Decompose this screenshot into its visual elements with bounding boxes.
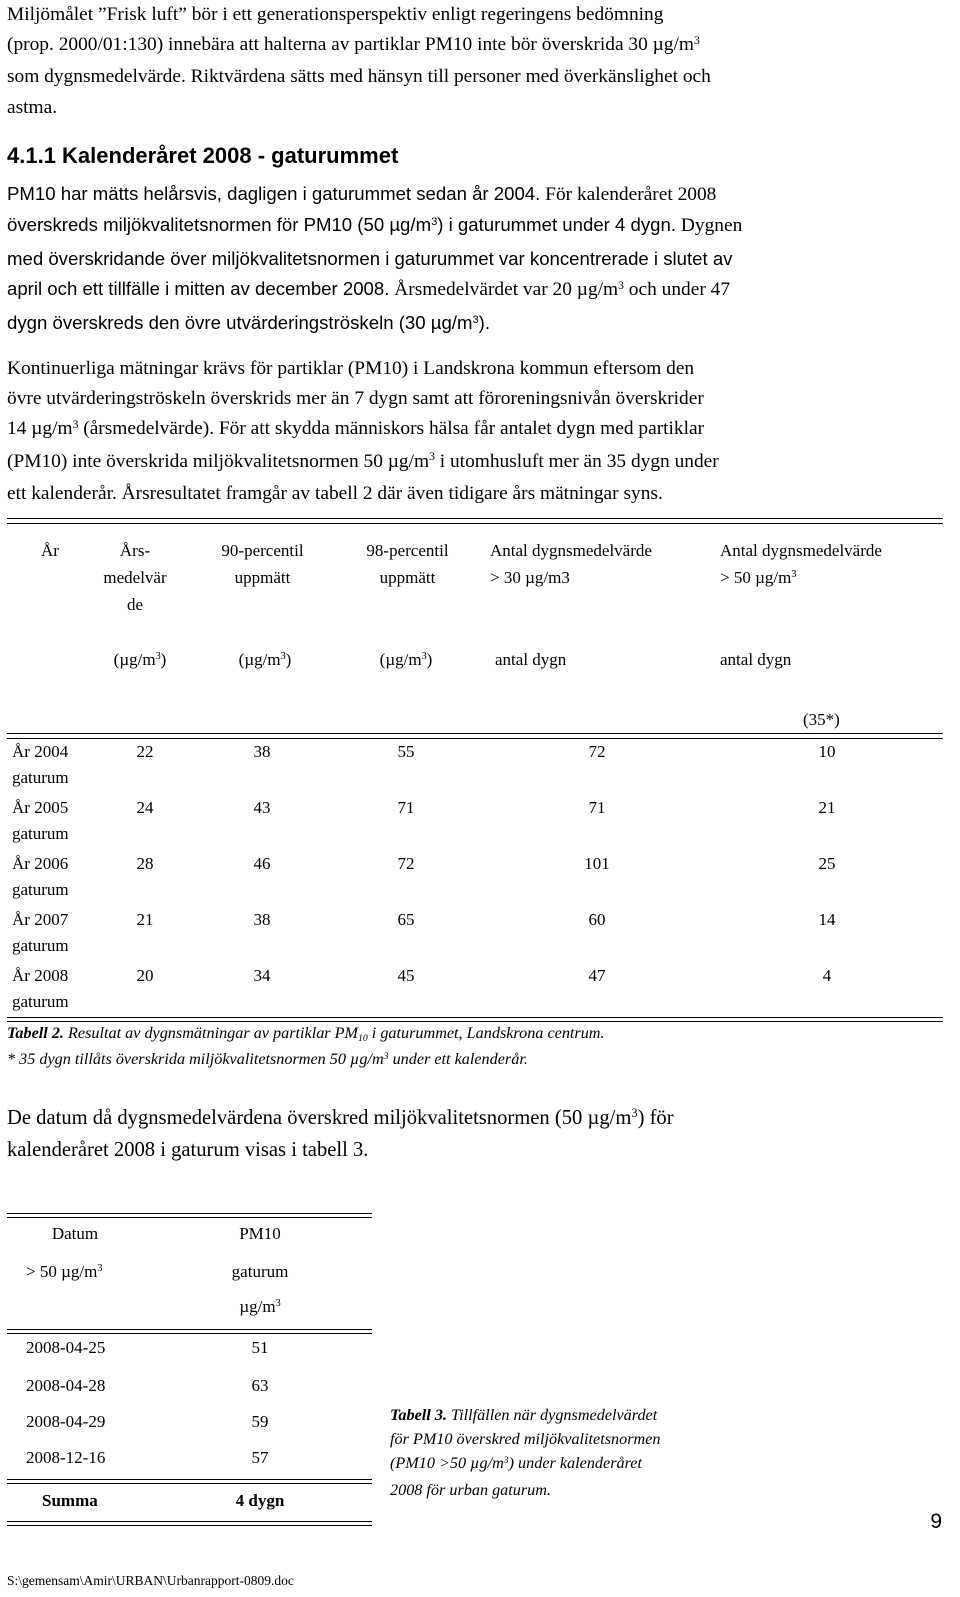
unit-b: ) (426, 650, 433, 669)
table-3-bottom-rule (7, 1521, 372, 1522)
superscript: 3 (421, 651, 427, 663)
table-2-cell-annual: 21 (136, 910, 154, 929)
intro-line-2-text: (prop. 2000/01:130) innebära att halterna av partiklar PM10 inte bör överskrida 30 µg/m (7, 34, 694, 56)
header-annual (95, 537, 175, 618)
para2-line-3-b: (årsmedelvärde). För att skydda människors hälsa får antalet dygn med partiklar (78, 418, 705, 440)
header-d30-1: Antal dygnsmedelvärde (490, 541, 652, 560)
table-2-cell-p90: 34 (253, 966, 271, 985)
header-p90-2: uppmätt (234, 568, 291, 587)
paragraph-2 (7, 354, 943, 509)
table-2-cell-d30: 72 (588, 742, 606, 761)
table-3-sum-rule-2 (7, 1483, 372, 1484)
unit-a: (µg/m (113, 650, 156, 669)
t3-header-pm10: PM10 (239, 1224, 281, 1243)
para2-line-4-a: (PM10) inte överskrida miljökvalitetsnormen 50 µg/m (7, 450, 430, 472)
superscript: 3 (275, 1298, 281, 1310)
unit-count-50: antal dygn (720, 650, 792, 669)
unit-b: ) (160, 650, 167, 669)
paragraph-3 (7, 1103, 943, 1165)
header-p90-1: 90-percentil (221, 541, 304, 560)
header-d30-2: > 30 µg/m3 (490, 568, 570, 587)
section-line-4-a: april och ett tillfälle i mitten av december 2008. (7, 278, 390, 300)
t3-header-date: Datum (51, 1224, 99, 1243)
header-annual-2: medelvär (103, 568, 167, 587)
table-2-cell-p98: 71 (397, 798, 415, 817)
table-3-cell-date: 2008-04-29 (26, 1412, 106, 1431)
table-2-cell-d50: 14 (818, 910, 836, 929)
table-3-cell-date: 2008-04-25 (26, 1338, 106, 1357)
table-2-cell-p98: 45 (397, 966, 415, 985)
header-days-30 (490, 537, 700, 591)
para2-line-4-b: i utomhusluft mer än 35 dygn under (434, 450, 719, 472)
footnote-b: under ett kalenderår. (388, 1050, 528, 1068)
header-d50-1: Antal dygnsmedelvärde (720, 541, 882, 560)
t3-cap-l3a: (PM10 >50 µg/m (390, 1454, 504, 1472)
para2-line-3 (7, 414, 943, 446)
table-3-cell-value: 57 (251, 1448, 269, 1467)
superscript: 3 (693, 33, 700, 47)
para3-line-2: kalenderåret 2008 i gaturum visas i tabell 3. (7, 1139, 369, 1161)
unit-a: (µg/m (379, 650, 422, 669)
table-2-cell-d50: 25 (818, 854, 836, 873)
section-line-2-b: ) i gaturummet under 4 dygn. (437, 214, 677, 236)
t3-sum-value: 4 dygn (235, 1491, 285, 1510)
caption-b: i gaturummet, Landskrona centrum. (367, 1024, 605, 1042)
table-2-cell-place: gaturum (12, 824, 69, 843)
table-3-top-rule (7, 1213, 372, 1214)
caption-a: Resultat av dygnsmätningar av partiklar PM (63, 1024, 359, 1042)
caption-label: Tabell 3. (390, 1406, 447, 1424)
table-2-cell-d30: 60 (588, 910, 606, 929)
superscript: 3 (280, 651, 286, 663)
table-2-cell-place: gaturum (12, 992, 69, 1011)
unit-annual (100, 646, 180, 676)
superscript: 3 (383, 1050, 389, 1062)
t3-cap-l4: 2008 för urban gaturum. (390, 1481, 551, 1499)
footnote-a: * 35 dygn tillåts överskrida miljökvalitetsnormen 50 µg/m (7, 1050, 384, 1068)
header-year: År (41, 541, 59, 560)
table-2-cell-place: gaturum (12, 936, 69, 955)
table-2-cell-annual: 20 (136, 966, 154, 985)
header-annual-1: Års- (119, 541, 151, 560)
table-2-cell-p98: 65 (397, 910, 415, 929)
unit-p90 (225, 646, 305, 676)
table-2-cell-p90: 46 (253, 854, 271, 873)
table-3-cell-value: 59 (251, 1412, 269, 1431)
intro-line-3: som dygnsmedelvärde. Riktvärdena sätts med hänsyn till personer med överkänslighet och (7, 66, 711, 88)
para2-line-5: ett kalenderår. Årsresultatet framgår av tabell 2 där även tidigare års mätningar syns. (7, 482, 663, 504)
table-2-cell-year: År 2006 (12, 854, 69, 873)
para2-line-1: Kontinuerliga mätningar krävs för partiklar (PM10) i Landskrona kommun eftersom den (7, 358, 695, 379)
table-3-cell-date: 2008-12-16 (26, 1448, 106, 1467)
superscript: 3 (472, 313, 479, 326)
caption-label: Tabell 2. (7, 1024, 64, 1042)
para3-line-1 (7, 1103, 943, 1135)
header-d50-2 (720, 564, 940, 594)
t3-cap-l1-text: Tillfällen när dygnsmedelvärdet (446, 1406, 658, 1424)
superscript: 3 (155, 651, 161, 663)
table-2-cell-p90: 38 (253, 910, 271, 929)
superscript: 3 (72, 418, 79, 432)
table-2-top-rule (7, 518, 943, 519)
table-2-cell-d30: 71 (588, 798, 606, 817)
table-2-cell-p98: 72 (397, 854, 415, 873)
table-2-bottom-rule (7, 1017, 943, 1018)
unit-b: ) (285, 650, 292, 669)
para2-line-3-a: 14 µg/m (7, 418, 73, 440)
unit-p98 (366, 646, 446, 676)
table-2-cell-annual: 22 (136, 742, 154, 761)
table-2-cell-d50: 21 (818, 798, 836, 817)
t3-cap-l1 (390, 1403, 790, 1427)
section-line-3: med överskridande över miljökvalitetsnormen i gaturummet var koncentrerade i slutet av (7, 247, 733, 269)
table-2-caption (7, 1021, 605, 1048)
table-2-cell-d50: 10 (818, 742, 836, 761)
superscript: 3 (791, 569, 797, 581)
table-2-footnote (7, 1047, 528, 1074)
t3-h-pm3a: µg/m (239, 1297, 276, 1316)
para3-line-1-a: De datum då dygnsmedelvärdena överskred miljökvalitetsnormen (50 µg/m (7, 1107, 632, 1129)
footer-path: S:\gemensam\Amir\URBAN\Urbanrapport-0809.doc (7, 1573, 294, 1588)
section-line-1 (7, 179, 943, 210)
t3-cap-l2: för PM10 överskred miljökvalitetsnormen (390, 1430, 661, 1448)
table-2-cell-d30: 47 (588, 966, 606, 985)
table-2-top-rule-2 (7, 523, 943, 524)
header-days-50 (720, 537, 940, 594)
section-paragraph (7, 179, 943, 341)
page-number: 9 (930, 1510, 942, 1533)
t3-h-date2a: > 50 µg/m (26, 1262, 98, 1281)
intro-paragraph (7, 0, 943, 123)
section-line-5-b: ). (478, 311, 491, 333)
para2-line-2: övre utvärderingströskeln överskrids mer än 7 dygn samt att föroreningsnivån överskrider (7, 388, 704, 410)
section-line-4-c: och under 47 (623, 279, 731, 301)
section-line-2-a: överskreds miljökvalitetsnormen för PM10 (50 µg/m (7, 214, 432, 236)
header-d50-2-a: > 50 µg/m (720, 568, 792, 587)
intro-line-1: Miljömålet ”Frisk luft” bör i ett generationsperspektiv enligt regeringens bedömning (7, 4, 664, 25)
header-p98-1: 98-percentil (366, 541, 449, 560)
superscript: 3 (631, 1106, 638, 1121)
table-3-bottom-rule-2 (7, 1525, 372, 1526)
table-2-cell-year: År 2004 (12, 742, 69, 761)
section-line-2 (7, 210, 943, 243)
table-2-cell-d30: 101 (584, 854, 610, 873)
section-line-5-a: dygn överskreds den övre utvärderingströskeln (30 µg/m (7, 311, 473, 333)
superscript: 3 (97, 1263, 103, 1275)
superscript: 3 (431, 216, 438, 229)
table-2-cell-p90: 43 (253, 798, 271, 817)
superscript: 3 (618, 278, 624, 292)
t3-sum-label: Summa (42, 1491, 98, 1510)
header-p98 (345, 537, 470, 591)
intro-line-4: astma. (7, 96, 58, 118)
section-line-4 (7, 274, 943, 307)
unit-count-30: antal dygn (495, 650, 567, 669)
superscript: 3 (503, 1454, 509, 1466)
table-3-header-rule (7, 1329, 372, 1330)
t3-cap-l3 (390, 1451, 790, 1478)
table-2-cell-place: gaturum (12, 880, 69, 899)
section-line-4-b-wrap (389, 279, 730, 300)
table-3-caption (390, 1403, 790, 1502)
table-2-cell-year: År 2005 (12, 798, 69, 817)
section-line-2-c: Dygnen (676, 215, 743, 237)
table-2-cell-p90: 38 (253, 742, 271, 761)
t3-header-date-2 (26, 1258, 102, 1288)
section-line-1-b: För kalenderåret 2008 (540, 184, 717, 205)
section-line-1-a: PM10 har mätts helårsvis, dagligen i gaturummet sedan år 2004. (7, 183, 541, 204)
section-heading: 4.1.1 Kalenderåret 2008 - gaturummet (7, 143, 399, 168)
para2-line-4 (7, 447, 943, 479)
intro-line-2 (7, 30, 943, 62)
t3-cap-l3b: ) under kalenderåret (508, 1454, 642, 1472)
t3-header-unit (220, 1293, 300, 1323)
table-3-cell-value: 63 (251, 1376, 269, 1395)
table-3-top-rule-2 (7, 1217, 372, 1218)
table-2-cell-d50: 4 (822, 966, 832, 985)
section-line-5 (7, 308, 943, 341)
header-p90 (200, 537, 325, 591)
table-3-sum-rule (7, 1479, 372, 1480)
table-2-cell-place: gaturum (12, 768, 69, 787)
superscript: 3 (429, 450, 435, 464)
table-2-header-rule (7, 733, 943, 734)
section-line-4-b: Årsmedelvärdet var 20 µg/m (389, 279, 619, 301)
note-35: (35*) (803, 710, 840, 729)
unit-a: (µg/m (238, 650, 281, 669)
table-2-cell-annual: 24 (136, 798, 154, 817)
para3-line-1-b: ) för (637, 1107, 674, 1129)
subscript: 10 (358, 1032, 368, 1044)
table-2-cell-year: År 2007 (12, 910, 69, 929)
table-3-cell-value: 51 (251, 1338, 269, 1357)
table-3-cell-date: 2008-04-28 (26, 1376, 106, 1395)
header-annual-3: de (126, 595, 144, 614)
t3-header-gaturum: gaturum (231, 1262, 289, 1281)
table-2-cell-p98: 55 (397, 742, 415, 761)
header-p98-2: uppmätt (379, 568, 436, 587)
table-2-cell-annual: 28 (136, 854, 154, 873)
table-2-cell-year: År 2008 (12, 966, 69, 985)
